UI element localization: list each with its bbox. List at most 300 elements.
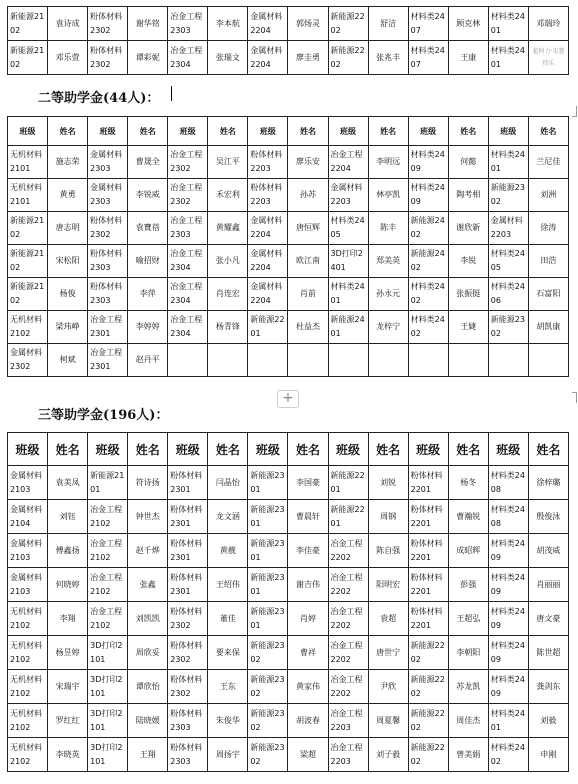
student-name-cell [368,344,408,377]
class-cell: 材料类2408 [488,500,528,534]
class-cell: 新能源2302 [488,179,528,212]
table-row [8,344,569,377]
student-name-cell: 周夏馨 [368,704,408,738]
student-name-cell: 廖圭勇 [288,41,328,75]
class-cell: 粉体材料2301 [168,466,208,500]
student-name-cell: 欧江南 [288,245,328,278]
class-cell: 冶金工程2202 [328,534,368,568]
class-cell: 冶金工程2303 [168,7,208,41]
student-name-cell: 石富阳 [528,278,568,311]
student-name-cell: 田浩 [528,245,568,278]
class-cell: 新能源2402 [408,212,448,245]
student-name-cell: 肖前 [288,278,328,311]
student-name-cell: 舒洁 [368,7,408,41]
class-cell: 金属材料2103 [8,568,48,602]
student-name-cell: 黄勇 [48,179,88,212]
class-cell: 新能源2102 [8,245,48,278]
student-name-cell [528,344,568,377]
class-cell: 新能源2301 [248,534,288,568]
student-name-cell [208,344,248,377]
class-cell: 材料类2409 [488,636,528,670]
class-cell: 金属材料2203 [328,179,368,212]
class-cell: 材料类2405 [328,212,368,245]
class-cell: 金属材料2303 [88,179,128,212]
class-cell: 冶金工程2102 [88,602,128,636]
table-row [8,212,569,245]
class-cell: 金属材料2204 [248,278,288,311]
student-name-cell: 陆晓媛 [128,704,168,738]
class-cell: 冶金工程2203 [328,738,368,772]
table-row [8,670,569,704]
student-name-cell: 袁美凤 [48,466,88,500]
column-header: 班级 [328,433,368,466]
table-row [8,179,569,212]
student-name-cell: 赵丹平 [128,344,168,377]
second-class-heading: 二等助学金(44人)： [38,91,160,106]
class-cell: 粉体材料2302 [168,636,208,670]
student-name-cell: 胡波春 [288,704,328,738]
student-name-cell: 张鑫 [128,568,168,602]
class-cell: 新能源2301 [248,466,288,500]
column-header: 班级 [248,117,288,146]
class-cell: 无机材料2102 [8,738,48,772]
student-name-cell: 禾宏利 [208,179,248,212]
student-name-cell: 李朝阳 [448,636,488,670]
class-cell: 材料类2401 [488,704,528,738]
class-cell: 冶金工程2202 [328,670,368,704]
class-cell: 粉体材料2203 [248,146,288,179]
class-cell: 冶金工程2102 [88,500,128,534]
class-cell: 材料类2407 [408,7,448,41]
student-name-cell: 唐志明 [48,212,88,245]
class-cell: 新能源2201 [328,500,368,534]
column-header: 姓名 [528,433,568,466]
class-cell: 新能源2202 [328,7,368,41]
class-cell: 材料类2407 [408,41,448,75]
student-name-cell: 王婕 [448,311,488,344]
class-cell: 金属材料2204 [248,41,288,75]
column-header: 姓名 [48,117,88,146]
student-name-cell: 兰尼佳 [528,146,568,179]
student-name-cell: 喻招财 [128,245,168,278]
student-name-cell: 朱俊华 [208,704,248,738]
student-name-cell: 黄耀鑫 [208,212,248,245]
class-cell: 材料类2402 [408,311,448,344]
margin-mark [572,392,577,403]
column-header: 姓名 [208,117,248,146]
class-cell: 材料类2408 [488,466,528,500]
column-header: 姓名 [448,117,488,146]
student-name-cell: 阳明宏 [368,568,408,602]
student-name-cell: 谢欣新 [448,212,488,245]
student-name-cell: 王康 [448,41,488,75]
class-cell: 粉体材料2201 [408,466,448,500]
student-name-cell: 龙文涵 [208,500,248,534]
class-cell [488,344,528,377]
class-cell: 新能源2302 [488,311,528,344]
class-cell: 金属材料2103 [8,534,48,568]
student-name-cell: 肖婷 [288,602,328,636]
class-cell: 冶金工程2302 [168,179,208,212]
class-cell: 材料类2401 [488,41,528,75]
column-header: 班级 [8,433,48,466]
class-cell: 粉体材料2303 [88,278,128,311]
class-cell: 3D打印2101 [88,704,128,738]
student-name-cell: 刘凯凯 [128,602,168,636]
class-cell: 材料类2409 [488,568,528,602]
class-cell: 粉体材料2201 [408,534,448,568]
class-cell: 3D打印2101 [88,636,128,670]
class-cell: 金属材料2204 [248,7,288,41]
class-cell: 3D打印2101 [88,670,128,704]
table-row [8,41,569,75]
class-cell: 材料类2401 [328,278,368,311]
class-cell: 冶金工程2202 [328,568,368,602]
class-cell: 冶金工程2304 [168,245,208,278]
class-cell: 粉体材料2302 [168,670,208,704]
column-header: 班级 [248,433,288,466]
column-header: 班级 [168,433,208,466]
table-row [8,602,569,636]
student-name-cell: 孙苏 [288,179,328,212]
student-name-cell: 王绍伟 [208,568,248,602]
student-name-cell: 陈丰 [368,212,408,245]
class-cell: 新能源2302 [248,636,288,670]
class-cell: 粉体材料2302 [88,212,128,245]
student-name-cell: 谭彩妮 [128,41,168,75]
student-name-cell: 邓乐萱 [48,41,88,75]
class-cell [408,344,448,377]
table-row [8,704,569,738]
student-name-cell: 邓瑞玲 [528,7,568,41]
class-cell: 新能源2301 [248,500,288,534]
table-row [8,7,569,41]
column-header: 姓名 [368,117,408,146]
class-cell: 材料类2409 [488,670,528,704]
student-name-cell: 唐世宁 [368,636,408,670]
class-cell: 粉体材料2303 [168,704,208,738]
table-row [8,146,569,179]
student-name-cell: 刘钰 [48,500,88,534]
table-row [8,738,569,772]
student-name-cell: 梁超 [288,738,328,772]
student-name-cell: 柯斌 [48,344,88,377]
student-name-cell: 顾克林 [448,7,488,41]
student-name-cell: 钟世杰 [128,500,168,534]
class-cell: 材料类2402 [408,278,448,311]
column-header: 班级 [168,117,208,146]
student-name-cell: 曾美娟 [448,738,488,772]
column-header: 姓名 [448,433,488,466]
student-name-cell: 曹瀚锐 [448,500,488,534]
class-cell: 金属材料2204 [248,212,288,245]
class-cell: 粉体材料2301 [168,534,208,568]
second-class-table [7,116,569,377]
column-header: 姓名 [528,117,568,146]
class-cell: 无机材料2102 [8,670,48,704]
column-header: 班级 [408,117,448,146]
class-cell: 冶金工程2303 [168,212,208,245]
class-cell: 冶金工程2304 [168,278,208,311]
table-row [8,534,569,568]
student-name-cell: 刘毅 [528,704,568,738]
student-name-cell: 李萍 [128,278,168,311]
table-row [8,500,569,534]
student-name-cell: 刘洲 [528,179,568,212]
class-cell: 粉体材料2301 [168,568,208,602]
class-cell: 无机材料2101 [8,179,48,212]
student-name-cell: 王翔 [128,738,168,772]
student-name-cell: 袁超 [368,602,408,636]
column-header: 姓名 [288,117,328,146]
partial-award-table [7,6,569,75]
student-name-cell: 张振挺 [448,278,488,311]
student-name-cell: 尹欣 [368,670,408,704]
class-cell: 新能源2302 [248,670,288,704]
student-name-cell: 谢华铭 [128,7,168,41]
student-name-cell: 刘子毅 [368,738,408,772]
class-cell: 新能源2101 [88,466,128,500]
student-name-cell: 黄靓 [208,534,248,568]
class-cell: 无机材料2102 [8,636,48,670]
class-cell: 冶金工程2203 [328,704,368,738]
table-row [8,278,569,311]
table-header-row [8,117,569,146]
student-name-cell: 苏龙凯 [448,670,488,704]
class-cell: 粉体材料2303 [168,738,208,772]
student-name-cell: 黄家伟 [288,670,328,704]
student-name-cell: 张兆丰 [368,41,408,75]
third-class-table [7,432,569,772]
student-name-cell: 张瑞文 [208,41,248,75]
student-name-cell: 宋松阳 [48,245,88,278]
student-name-cell: 施志荣 [48,146,88,179]
class-cell: 新能源2102 [8,41,48,75]
student-name-cell: 廖乐安 [288,146,328,179]
class-cell [168,344,208,377]
class-cell: 粉体材料2302 [88,7,128,41]
student-name-cell: 曹晨轩 [288,500,328,534]
column-header: 姓名 [128,433,168,466]
student-name-cell: 李婷婷 [128,311,168,344]
class-cell: 金属材料2104 [8,500,48,534]
student-name-cell: 肖丽丽 [528,568,568,602]
column-header: 姓名 [368,433,408,466]
class-cell: 金属材料2303 [88,146,128,179]
student-name-cell: 杜益杰 [288,311,328,344]
student-name-cell: 刘锐 [368,466,408,500]
class-cell: 材料类2405 [488,245,528,278]
table-row [8,245,569,278]
class-cell: 冶金工程2304 [168,311,208,344]
student-name-cell [288,344,328,377]
class-cell: 新能源2402 [408,245,448,278]
student-name-cell: 李锐威 [128,179,168,212]
column-header: 班级 [88,433,128,466]
text-cursor [171,86,172,101]
class-cell [328,344,368,377]
student-name-cell: 周钢 [368,500,408,534]
table-row [8,311,569,344]
student-name-cell: 袁诗成 [48,7,88,41]
class-cell: 粉体材料2201 [408,500,448,534]
student-name-cell: 龚剑东 [528,670,568,704]
student-name-cell [528,41,568,75]
column-header: 班级 [8,117,48,146]
student-name-cell: 杨俊 [48,278,88,311]
class-cell: 金属材料2204 [248,245,288,278]
student-name-cell: 杨昱婷 [48,636,88,670]
class-cell: 粉体材料2303 [88,245,128,278]
column-header: 班级 [488,433,528,466]
student-name-cell: 赵千烨 [128,534,168,568]
column-header: 姓名 [288,433,328,466]
student-name-cell: 周欣妥 [128,636,168,670]
class-cell: 新能源2102 [8,7,48,41]
table-row [8,466,569,500]
student-name-cell: 林亭凯 [368,179,408,212]
class-cell: 新能源2401 [328,311,368,344]
column-header: 姓名 [208,433,248,466]
student-name-cell: 唐恒辉 [288,212,328,245]
student-name-cell: 宋瑞宇 [48,670,88,704]
student-name-cell: 梁玮峥 [48,311,88,344]
student-name-cell: 要来保 [208,636,248,670]
student-name-cell: 杨青锋 [208,311,248,344]
student-name-cell: 孙永元 [368,278,408,311]
class-cell: 新能源2302 [248,704,288,738]
class-cell: 3D打印2401 [328,245,368,278]
add-row-button[interactable]: + [277,390,299,408]
class-cell: 3D打印2101 [88,738,128,772]
student-name-cell: 谢吉伟 [288,568,328,602]
class-cell: 冶金工程2102 [88,534,128,568]
student-name-cell: 闫晶怡 [208,466,248,500]
student-name-cell: 杨冬 [448,466,488,500]
class-cell: 冶金工程2301 [88,311,128,344]
student-name-cell: 王东 [208,670,248,704]
class-cell: 新能源2202 [408,738,448,772]
student-name-cell: 曹晟全 [128,146,168,179]
class-cell: 新能源2202 [408,636,448,670]
column-header: 班级 [408,433,448,466]
student-name-cell: 胡茂威 [528,534,568,568]
class-cell: 新能源2102 [8,212,48,245]
student-name-cell: 符诗扬 [128,466,168,500]
class-cell: 新能源2102 [8,278,48,311]
class-cell: 材料类2402 [488,738,528,772]
class-cell: 金属材料2203 [488,212,528,245]
student-name-cell: 郑美英 [368,245,408,278]
third-class-heading: 三等助学金(196人)： [38,408,169,423]
student-name-cell: 王超弘 [448,602,488,636]
class-cell: 冶金工程2102 [88,568,128,602]
class-cell [248,344,288,377]
student-name-cell: 徐梓璐 [528,466,568,500]
class-cell: 材料类2409 [408,146,448,179]
student-name-cell: 徐涛 [528,212,568,245]
class-cell: 金属材料2302 [8,344,48,377]
student-name-cell: 董佳 [208,602,248,636]
student-name-cell: 李晓英 [48,738,88,772]
student-name-cell: 陶考相 [448,179,488,212]
student-name-cell: 李翔 [48,602,88,636]
class-cell: 无机材料2102 [8,311,48,344]
class-cell: 材料类2401 [488,146,528,179]
student-name-cell: 陈世超 [528,636,568,670]
class-cell: 材料类2409 [408,179,448,212]
student-name-cell: 彭强 [448,568,488,602]
student-name-cell: 何晓婷 [48,568,88,602]
class-cell: 粉体材料2201 [408,568,448,602]
column-header: 姓名 [128,117,168,146]
class-cell: 新能源2301 [248,568,288,602]
table-header-row [8,433,569,466]
student-name-cell: 周佳杰 [448,704,488,738]
student-name-cell: 李锐 [448,245,488,278]
table-row [8,568,569,602]
class-cell: 新能源2202 [328,41,368,75]
class-cell: 冶金工程2304 [168,41,208,75]
class-cell: 金属材料2103 [8,466,48,500]
student-name-cell: 周扬宇 [208,738,248,772]
class-cell: 材料类2409 [488,602,528,636]
student-name-cell: 申刚 [528,738,568,772]
annotation-note: 超阿力·宋慧炜乐 [532,47,565,67]
student-name-cell: 肖连宏 [208,278,248,311]
student-name-cell: 张小凡 [208,245,248,278]
student-name-cell: 曹祥 [288,636,328,670]
class-cell: 无机材料2101 [8,146,48,179]
class-cell: 粉体材料2302 [168,602,208,636]
class-cell: 新能源2201 [248,311,288,344]
class-cell: 冶金工程2302 [168,146,208,179]
class-cell: 新能源2201 [328,466,368,500]
student-name-cell: 殷俊泳 [528,500,568,534]
student-name-cell: 陈自强 [368,534,408,568]
student-name-cell: 郭炀灵 [288,7,328,41]
class-cell: 无机材料2102 [8,704,48,738]
class-cell: 粉体材料2203 [248,179,288,212]
class-cell: 冶金工程2202 [328,602,368,636]
column-header: 班级 [328,117,368,146]
margin-mark [572,106,577,117]
student-name-cell: 何懿 [448,146,488,179]
student-name-cell: 李佳豪 [288,534,328,568]
student-name-cell: 胡凯康 [528,311,568,344]
column-header: 班级 [488,117,528,146]
class-cell: 材料类2406 [488,278,528,311]
student-name-cell: 龙梓宁 [368,311,408,344]
student-name-cell: 傅鑫扬 [48,534,88,568]
student-name-cell: 袁寶蓓 [128,212,168,245]
class-cell: 新能源2202 [408,704,448,738]
student-name-cell: 李本航 [208,7,248,41]
student-name-cell: 谭欣怡 [128,670,168,704]
student-name-cell: 李国豪 [288,466,328,500]
student-name-cell: 成昭辉 [448,534,488,568]
student-name-cell [448,344,488,377]
student-name-cell: 罗红红 [48,704,88,738]
class-cell: 材料类2409 [488,534,528,568]
student-name-cell: 吴江平 [208,146,248,179]
table-row [8,636,569,670]
class-cell: 新能源2202 [408,670,448,704]
class-cell: 冶金工程2204 [328,146,368,179]
class-cell: 材料类2401 [488,7,528,41]
student-name-cell: 唐文豪 [528,602,568,636]
class-cell: 冶金工程2202 [328,636,368,670]
